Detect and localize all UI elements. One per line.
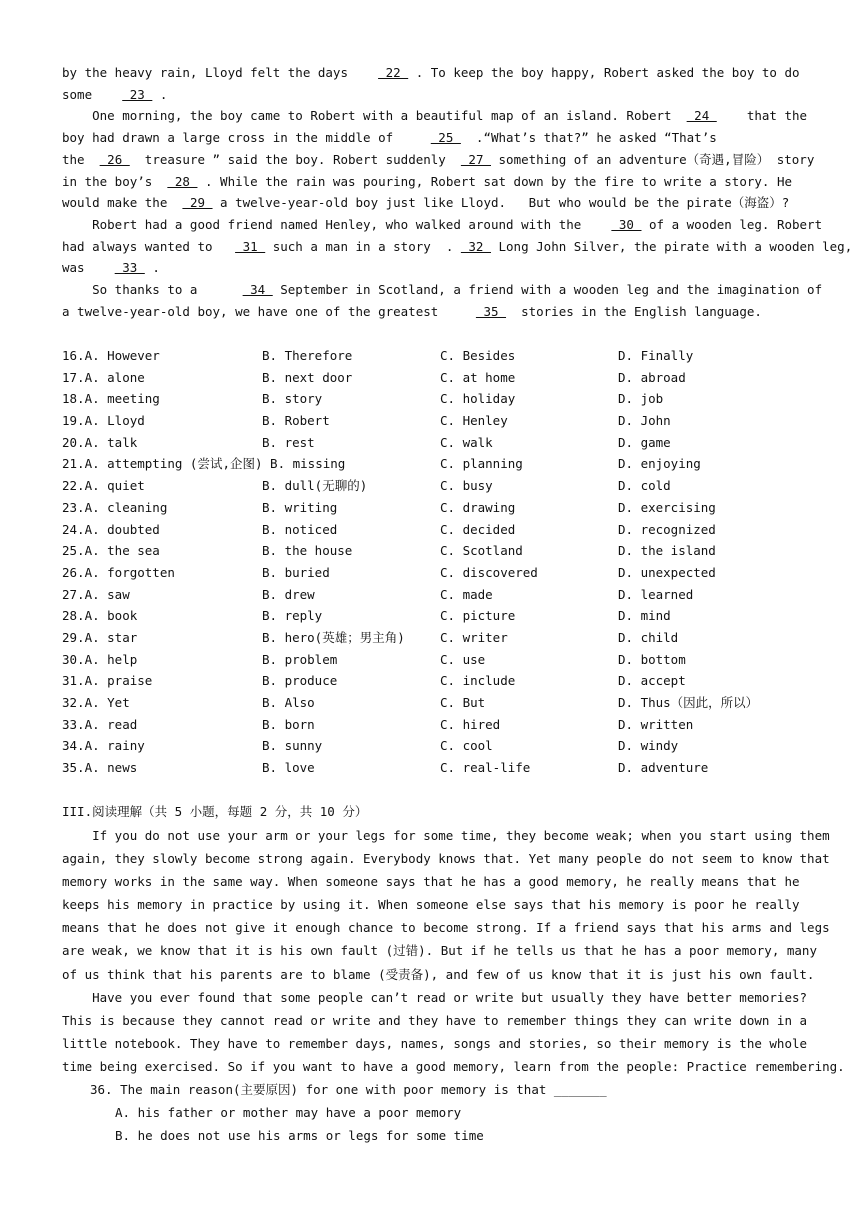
- option-row: [62, 605, 800, 627]
- reading-line: memory works in the same way. When someone says that he has a good memory, he really means that he: [62, 874, 800, 890]
- option-a: 31.A. praise: [62, 673, 153, 689]
- option-row: [62, 497, 800, 519]
- option-d: D. Finally: [618, 348, 694, 363]
- option-row: [62, 345, 800, 367]
- cloze-line: a twelve-year-old boy, we have one of the greatest 35 stories in the English language.: [62, 303, 762, 319]
- cloze-line: had always wanted to 31 such a man in a story . 32 Long John Silver, the pirate with a wooden leg,: [62, 238, 853, 254]
- option-d: D. the island: [618, 543, 716, 559]
- option-b: B. Robert: [262, 413, 330, 429]
- option-c: C. planning: [440, 456, 523, 472]
- option-c: C. at home: [440, 369, 516, 385]
- option-a: 30.A. help: [62, 651, 138, 667]
- option-b: B. reply: [262, 608, 323, 624]
- option-row: [62, 757, 800, 779]
- reading-line: again, they slowly become strong again. Everybody knows that. Yet many people do not seem to know that: [62, 851, 830, 867]
- option-row: [62, 670, 800, 692]
- blank-number: 35: [475, 303, 507, 319]
- option-b: B. story: [262, 391, 323, 407]
- option-row: [62, 649, 800, 671]
- reading-line: little notebook. They have to remember days, names, songs and stories, so their memory is the whole: [62, 1035, 808, 1051]
- question-36-option-a: A. his father or mother may have a poor memory: [115, 1105, 462, 1120]
- cloze-line: would make the 29 a twelve-year-old boy just like Lloyd. But who would be the pirate（海盗）?: [62, 195, 790, 211]
- reading-line: of us think that his parents are to blame (受责备), and few of us know that it is just his own fault.: [62, 966, 815, 982]
- option-d: D. cold: [618, 478, 671, 494]
- option-row: [62, 432, 800, 454]
- option-b: B. dull(无聊的): [262, 478, 368, 494]
- cloze-line: So thanks to a 34 September in Scotland, a friend with a wooden leg and the imagination of: [62, 282, 823, 298]
- option-row: [62, 453, 800, 475]
- option-a: 24.A. doubted: [62, 521, 160, 537]
- question-36-option-b: B. he does not use his arms or legs for some time: [115, 1128, 484, 1143]
- option-c: C. picture: [440, 608, 516, 624]
- cloze-line: by the heavy rain, Lloyd felt the days 22 . To keep the boy happy, Robert asked the boy to do: [62, 65, 800, 80]
- option-a: 33.A. read: [62, 716, 138, 732]
- cloze-line: was 33 .: [62, 260, 160, 276]
- option-c: C. Besides: [440, 348, 516, 363]
- blank-number: 28: [167, 173, 198, 189]
- blank-number: 23: [122, 86, 153, 102]
- reading-line: are weak, we know that it is his own fault (过错). But if he tells us that he has a poor memory, many: [62, 943, 817, 959]
- option-c: C. cool: [440, 738, 493, 754]
- blank-number: 24: [686, 108, 717, 124]
- option-a: 34.A. rainy: [62, 738, 145, 754]
- option-b: B. born: [262, 716, 315, 732]
- option-d: D. recognized: [618, 521, 716, 537]
- option-b: B. sunny: [262, 738, 323, 754]
- cloze-line: in the boy’s 28 . While the rain was pouring, Robert sat down by the fire to write a story. He: [62, 173, 792, 189]
- question-36-stem: 36. The main reason(主要原因) for one with poor memory is that _______: [90, 1082, 607, 1097]
- option-c: C. discovered: [440, 564, 538, 580]
- option-d: D. exercising: [618, 499, 716, 515]
- option-a: 21.A. attempting (尝试,企图) B. missing: [62, 456, 346, 472]
- option-b: B. rest: [262, 434, 315, 450]
- reading-line: time being exercised. So if you want to have a good memory, learn from the people: Practice remembering.: [62, 1058, 845, 1074]
- section-title: III.阅读理解（共 5 小题，每题 2 分，共 10 分）: [62, 804, 368, 819]
- option-c: C. include: [440, 673, 516, 689]
- cloze-line: the 26 treasure ” said the boy. Robert suddenly 27 something of an adventure（奇遇,冒险） story: [62, 151, 815, 167]
- cloze-line: One morning, the boy came to Robert with a beautiful map of an island. Robert 24 that the: [62, 108, 808, 124]
- option-b: B. the house: [262, 543, 353, 559]
- option-c: C. made: [440, 586, 493, 602]
- blank-number: 30: [611, 216, 642, 232]
- blank-number: 29: [182, 195, 213, 211]
- option-b: B. next door: [262, 369, 353, 385]
- option-c: C. drawing: [440, 499, 516, 515]
- option-b: B. love: [262, 760, 315, 776]
- option-a: 35.A. news: [62, 760, 138, 776]
- option-row: [62, 692, 800, 714]
- cloze-line: some 23 .: [62, 86, 168, 102]
- option-a: 32.A. Yet: [62, 695, 130, 710]
- option-a: 19.A. Lloyd: [62, 413, 145, 429]
- option-a: 22.A. quiet: [62, 478, 145, 494]
- option-row: [62, 367, 800, 389]
- option-row: [62, 475, 800, 497]
- option-b: B. writing: [262, 499, 338, 515]
- blank-number: 32: [460, 238, 491, 254]
- reading-line: means that he does not give it enough chance to become strong. If a friend says that his arms and legs: [62, 920, 830, 936]
- option-a: 26.A. forgotten: [62, 564, 175, 580]
- option-d: D. Thus（因此，所以）: [618, 695, 759, 710]
- option-d: D. John: [618, 413, 671, 429]
- option-a: 16.A. However: [62, 348, 160, 363]
- blank-number: 27: [460, 151, 491, 167]
- option-d: D. bottom: [618, 651, 686, 667]
- option-row: [62, 735, 800, 757]
- reading-line: Have you ever found that some people can’t read or write but usually they have better memories?: [62, 989, 808, 1005]
- blank-number: 25: [430, 130, 461, 146]
- cloze-line: Robert had a good friend named Henley, who walked around with the 30 of a wooden leg. Robert: [62, 216, 823, 232]
- blank-number: 26: [99, 151, 130, 167]
- option-row: [62, 540, 800, 562]
- option-row: [62, 584, 800, 606]
- option-c: C. hired: [440, 716, 501, 732]
- option-d: D. game: [618, 434, 671, 450]
- option-a: 20.A. talk: [62, 434, 138, 450]
- option-row: [62, 388, 800, 410]
- option-c: C. writer: [440, 629, 508, 645]
- option-b: B. noticed: [262, 521, 338, 537]
- option-b: B. hero(英雄；男主角): [262, 629, 405, 645]
- option-c: C. busy: [440, 478, 493, 494]
- option-d: D. job: [618, 391, 664, 407]
- option-d: D. accept: [618, 673, 686, 689]
- option-d: D. enjoying: [618, 456, 701, 472]
- option-c: C. holiday: [440, 391, 516, 407]
- reading-passage: [62, 824, 845, 1078]
- option-a: 28.A. book: [62, 608, 138, 624]
- option-d: D. mind: [618, 608, 671, 624]
- option-row: [62, 410, 800, 432]
- option-b: B. produce: [262, 673, 338, 689]
- option-d: D. unexpected: [618, 564, 716, 580]
- option-d: D. windy: [618, 738, 679, 754]
- option-d: D. learned: [618, 586, 694, 602]
- cloze-options: [62, 345, 800, 779]
- option-c: C. real-life: [440, 760, 531, 776]
- option-b: B. buried: [262, 564, 330, 580]
- option-d: D. abroad: [618, 369, 686, 385]
- option-row: [62, 562, 800, 584]
- cloze-line: boy had drawn a large cross in the middle of 25 .“What’s that?” he asked “That’s: [62, 130, 717, 146]
- option-a: 23.A. cleaning: [62, 499, 168, 515]
- option-a: 18.A. meeting: [62, 391, 160, 407]
- cloze-passage: [62, 62, 853, 322]
- option-b: B. problem: [262, 651, 338, 667]
- option-d: D. child: [618, 629, 679, 645]
- option-a: 29.A. star: [62, 629, 138, 645]
- option-b: B. Therefore: [262, 348, 353, 363]
- option-b: B. drew: [262, 586, 315, 602]
- option-d: D. written: [618, 716, 694, 732]
- reading-line: keeps his memory in practice by using it. When someone else says that his memory is poor he really: [62, 897, 800, 913]
- option-row: [62, 627, 800, 649]
- option-c: C. But: [440, 695, 486, 710]
- option-d: D. adventure: [618, 760, 709, 776]
- option-a: 17.A. alone: [62, 369, 145, 385]
- blank-number: 22: [378, 65, 409, 80]
- option-a: 25.A. the sea: [62, 543, 160, 559]
- option-c: C. decided: [440, 521, 516, 537]
- option-c: C. Scotland: [440, 543, 523, 559]
- option-row: [62, 519, 800, 541]
- reading-line: This is because they cannot read or write and they have to remember things they can write down in a: [62, 1012, 808, 1028]
- reading-line: If you do not use your arm or your legs for some time, they become weak; when you start using them: [62, 828, 830, 843]
- option-b: B. Also: [262, 695, 315, 710]
- blank-number: 31: [235, 238, 266, 254]
- option-a: 27.A. saw: [62, 586, 130, 602]
- blank-number: 34: [242, 282, 273, 298]
- option-c: C. walk: [440, 434, 493, 450]
- option-c: C. Henley: [440, 413, 508, 429]
- blank-number: 33: [114, 260, 145, 276]
- option-row: [62, 714, 800, 736]
- option-c: C. use: [440, 651, 486, 667]
